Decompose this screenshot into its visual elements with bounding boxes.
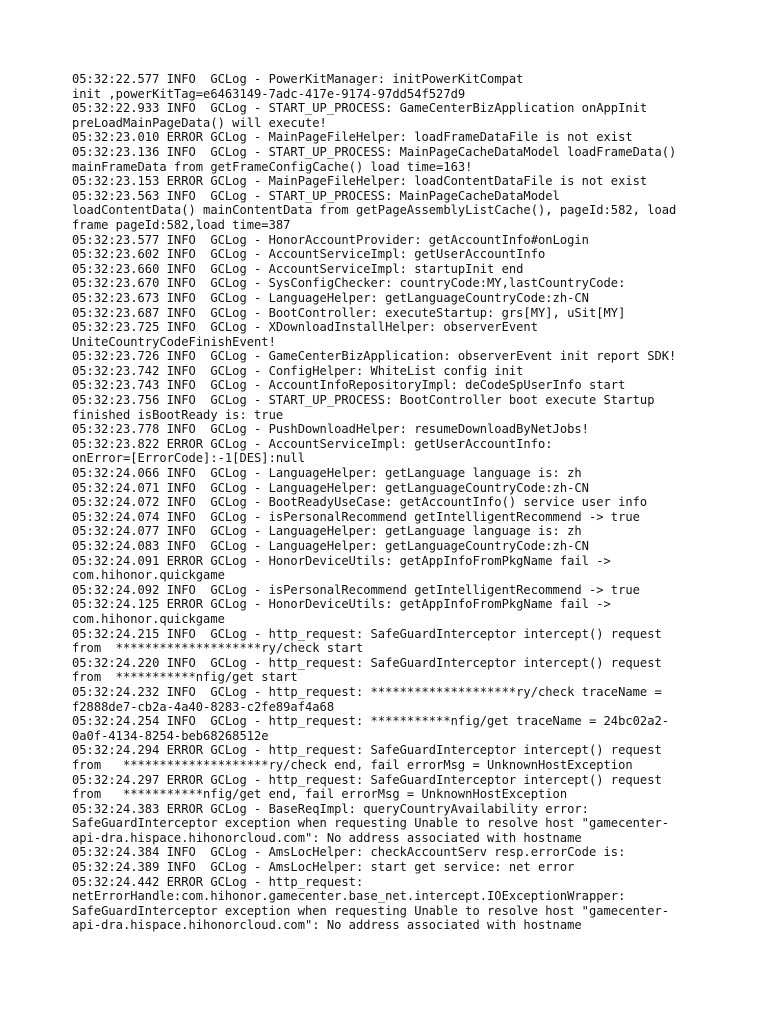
log-line: 05:32:23.010 ERROR GCLog - MainPageFileHelper: loadFrameDataFile is not exist bbox=[72, 130, 633, 145]
log-line: 05:32:24.092 INFO GCLog - isPersonalRecommend getIntelligentRecommend -> true bbox=[72, 582, 640, 597]
log-line: 05:32:23.687 INFO GCLog - BootController: executeStartup: grs[MY], uSit[MY] bbox=[72, 305, 626, 320]
log-line: from ***********nfig/get start bbox=[72, 670, 298, 685]
log-line: 05:32:23.725 INFO GCLog - XDownloadInstallHelper: observerEvent bbox=[72, 320, 538, 335]
log-line: 05:32:23.778 INFO GCLog - PushDownloadHelper: resumeDownloadByNetJobs! bbox=[72, 422, 589, 437]
log-line: from ********************ry/check end, fail errorMsg = UnknownHostException bbox=[72, 757, 633, 772]
log-line: 05:32:24.442 ERROR GCLog - http_request: bbox=[72, 874, 364, 889]
log-line: from ***********nfig/get end, fail errorMsg = UnknownHostException bbox=[72, 787, 568, 802]
log-line: init ,powerKitTag=e6463149-7adc-417e-9174-97dd54f527d9 bbox=[72, 86, 466, 101]
log-line: 05:32:23.822 ERROR GCLog - AccountServiceImpl: getUserAccountInfo: bbox=[72, 436, 553, 451]
log-line: 05:32:24.297 ERROR GCLog - http_request: SafeGuardInterceptor intercept() request bbox=[72, 772, 662, 787]
log-line: com.hihonor.quickgame bbox=[72, 611, 225, 626]
log-line: netErrorHandle:com.hihonor.gamecenter.base_net.intercept.IOExceptionWrapper: bbox=[72, 889, 626, 904]
log-line: 05:32:23.673 INFO GCLog - LanguageHelper: getLanguageCountryCode:zh-CN bbox=[72, 290, 589, 305]
log-line: 05:32:24.389 INFO GCLog - AmsLocHelper: start get service: net error bbox=[72, 860, 575, 875]
log-line: loadContentData() mainContentData from getPageAssemblyListCache(), pageId:582, load bbox=[72, 203, 677, 218]
log-line: 05:32:24.071 INFO GCLog - LanguageHelper: getLanguageCountryCode:zh-CN bbox=[72, 480, 589, 495]
log-line: 05:32:23.577 INFO GCLog - HonorAccountProvider: getAccountInfo#onLogin bbox=[72, 232, 589, 247]
log-line: preLoadMainPageData() will execute! bbox=[72, 115, 327, 130]
log-line: com.hihonor.quickgame bbox=[72, 568, 225, 583]
log-line: 05:32:24.220 INFO GCLog - http_request: SafeGuardInterceptor intercept() request bbox=[72, 655, 662, 670]
log-line: 05:32:23.670 INFO GCLog - SysConfigChecker: countryCode:MY,lastCountryCode: bbox=[72, 276, 626, 291]
log-line: onError=[ErrorCode]:-1[DES]:null bbox=[72, 451, 305, 466]
log-line: 05:32:24.125 ERROR GCLog - HonorDeviceUtils: getAppInfoFromPkgName fail -> bbox=[72, 597, 611, 612]
log-document bbox=[72, 72, 704, 933]
log-line: 05:32:24.254 INFO GCLog - http_request: ***********nfig/get traceName = 24bc02a2- bbox=[72, 714, 670, 729]
log-line: 05:32:23.136 INFO GCLog - START_UP_PROCESS: MainPageCacheDataModel loadFrameData() bbox=[72, 144, 677, 159]
log-line: 05:32:22.577 INFO GCLog - PowerKitManager: initPowerKitCompat bbox=[72, 72, 524, 86]
log-line: mainFrameData from getFrameConfigCache() load time=163! bbox=[72, 159, 473, 174]
log-line: 05:32:23.602 INFO GCLog - AccountServiceImpl: getUserAccountInfo bbox=[72, 247, 546, 262]
log-line: 05:32:23.563 INFO GCLog - START_UP_PROCESS: MainPageCacheDataModel bbox=[72, 188, 560, 203]
log-line: UniteCountryCodeFinishEvent! bbox=[72, 334, 276, 349]
log-line: 05:32:24.083 INFO GCLog - LanguageHelper: getLanguageCountryCode:zh-CN bbox=[72, 539, 589, 553]
log-line: 05:32:24.077 INFO GCLog - LanguageHelper: getLanguage language is: zh bbox=[72, 524, 582, 539]
log-line: SafeGuardInterceptor exception when requesting Unable to resolve host "gamecenter- bbox=[72, 903, 670, 918]
log-line: finished isBootReady is: true bbox=[72, 407, 284, 422]
log-line: 05:32:23.743 INFO GCLog - AccountInfoRepositoryImpl: deCodeSpUserInfo start bbox=[72, 378, 626, 393]
log-line: 05:32:24.384 INFO GCLog - AmsLocHelper: checkAccountServ resp.errorCode is: bbox=[72, 845, 626, 860]
log-line: SafeGuardInterceptor exception when requesting Unable to resolve host "gamecenter- bbox=[72, 816, 670, 831]
log-line: from ********************ry/check start bbox=[72, 641, 364, 656]
log-line: 05:32:23.756 INFO GCLog - START_UP_PROCESS: BootController boot execute Startup bbox=[72, 393, 655, 408]
log-line: 05:32:24.066 INFO GCLog - LanguageHelper: getLanguage language is: zh bbox=[72, 466, 582, 481]
log-line: frame pageId:582,load time=387 bbox=[72, 217, 291, 232]
log-line: 05:32:23.660 INFO GCLog - AccountServiceImpl: startupInit end bbox=[72, 261, 524, 276]
log-line: 05:32:24.215 INFO GCLog - http_request: SafeGuardInterceptor intercept() request bbox=[72, 626, 662, 641]
log-line: 0a0f-4134-8254-beb68268512e bbox=[72, 728, 269, 743]
log-text-body bbox=[72, 72, 704, 933]
log-line: 05:32:24.091 ERROR GCLog - HonorDeviceUtils: getAppInfoFromPkgName fail -> bbox=[72, 553, 611, 568]
log-line: 05:32:24.232 INFO GCLog - http_request: ********************ry/check traceName = bbox=[72, 684, 662, 699]
log-line: 05:32:24.074 INFO GCLog - isPersonalRecommend getIntelligentRecommend -> true bbox=[72, 509, 640, 524]
log-line: 05:32:23.726 INFO GCLog - GameCenterBizApplication: observerEvent init report SDK! bbox=[72, 349, 677, 364]
log-line: api-dra.hispace.hihonorcloud.com": No address associated with hostname bbox=[72, 918, 582, 933]
log-line: f2888de7-cb2a-4a40-8283-c2fe89af4a68 bbox=[72, 699, 335, 714]
log-line: 05:32:24.072 INFO GCLog - BootReadyUseCase: getAccountInfo() service user info bbox=[72, 495, 648, 510]
log-line: 05:32:24.294 ERROR GCLog - http_request: SafeGuardInterceptor intercept() request bbox=[72, 743, 662, 758]
log-line: 05:32:23.153 ERROR GCLog - MainPageFileHelper: loadContentDataFile is not exist bbox=[72, 174, 648, 189]
log-line: 05:32:23.742 INFO GCLog - ConfigHelper: WhiteList config init bbox=[72, 363, 524, 378]
log-line: 05:32:22.933 INFO GCLog - START_UP_PROCESS: GameCenterBizApplication onAppInit bbox=[72, 101, 648, 116]
log-line: 05:32:24.383 ERROR GCLog - BaseReqImpl: queryCountryAvailability error: bbox=[72, 801, 589, 816]
log-line: api-dra.hispace.hihonorcloud.com": No address associated with hostname bbox=[72, 830, 582, 845]
